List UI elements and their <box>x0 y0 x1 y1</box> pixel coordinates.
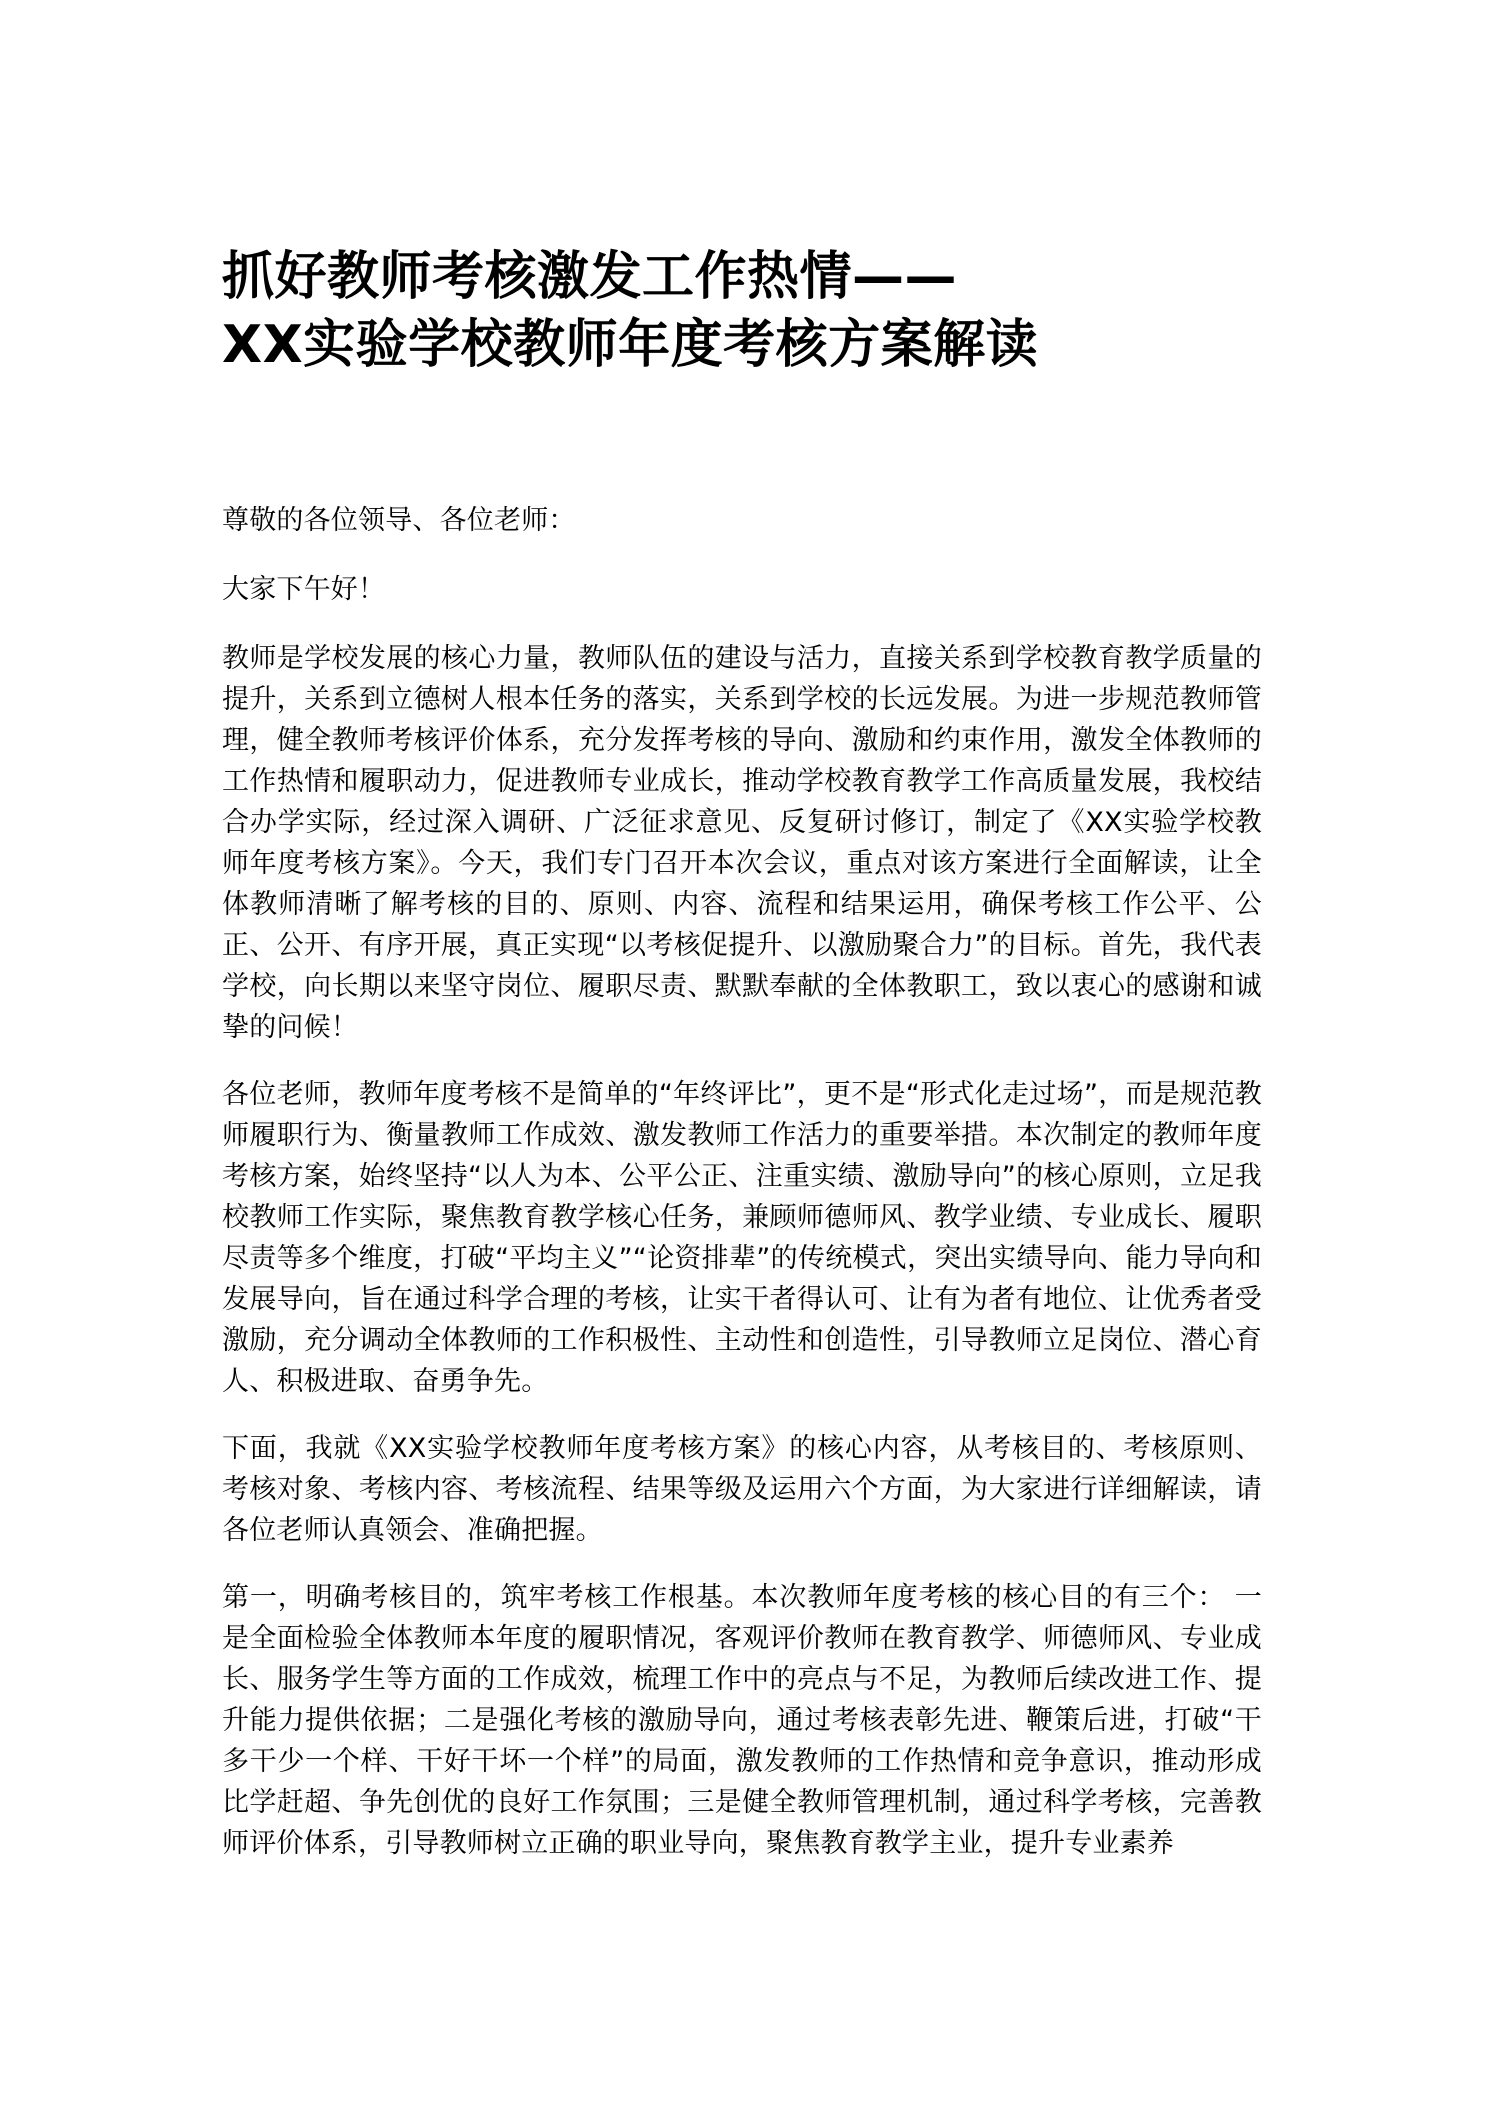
salutation-paragraph: 尊敬的各位领导、各位老师： <box>222 505 576 536</box>
body-paragraph-1: 教师是学校发展的核心力量，教师队伍的建设与活力，直接关系到学校教育教学质量的提升，关系到立德树人根本任务的落实，关系到学校的长远发展。为进一步规范教师管理，健全教师考核评价体系，充分发挥考核的导向、激励和约束作用，激发全体教师的工作热情和履职动力，促进教师专业成长，推动学校教育教学工作高质量发展，我校结合办学实际，经过深入调研、广泛征求意见、反复研讨修订，制定了《XX实验学校教师年度考核方案》。今天，我们专门召开本次会议，重点对该方案进行全面解读，让全体教师清晰了解考核的目的、原则、内容、流程和结果运用，确保考核工作公平、公正、公开、有序开展，真正实现“以考核促提升、以激励聚合力”的目标。首先，我代表学校，向长期以来坚守岗位、履职尽责、默默奉献的全体教职工，致以衷心的感谢和诚挚的问候！ <box>222 643 1262 1043</box>
page-title-line-2: XX实验学校教师年度考核方案解读 <box>222 315 1039 375</box>
greeting-paragraph: 大家下午好！ <box>222 574 386 605</box>
document-body <box>222 500 1262 1864</box>
document-title-block <box>222 243 1282 379</box>
body-paragraph-3: 下面，我就《XX实验学校教师年度考核方案》的核心内容，从考核目的、考核原则、考核对象、考核内容、考核流程、结果等级及运用六个方面，为大家进行详细解读，请各位老师认真领会、准确把握。 <box>222 1433 1262 1546</box>
body-paragraph-4: 第一，明确考核目的，筑牢考核工作根基。本次教师年度考核的核心目的有三个： 一是全面检验全体教师本年度的履职情况，客观评价教师在教育教学、师德师风、专业成长、服务学生等方面的工作成效，梳理工作中的亮点与不足，为教师后续改进工作、提升能力提供依据；二是强化考核的激励导向，通过考核表彰先进、鞭策后进，打破“干多干少一个样、干好干坏一个样”的局面，激发教师的工作热情和竞争意识，推动形成比学赶超、争先创优的良好工作氛围；三是健全教师管理机制，通过科学考核，完善教师评价体系，引导教师树立正确的职业导向，聚焦教育教学主业，提升专业素养 <box>222 1582 1262 1859</box>
body-paragraph-2: 各位老师，教师年度考核不是简单的“年终评比”，更不是“形式化走过场”，而是规范教师履职行为、衡量教师工作成效、激发教师工作活力的重要举措。本次制定的教师年度考核方案，始终坚持“以人为本、公平公正、注重实绩、激励导向”的核心原则，立足我校教师工作实际，聚焦教育教学核心任务，兼顾师德师风、教学业绩、专业成长、履职尽责等多个维度，打破“平均主义”“论资排辈”的传统模式，突出实绩导向、能力导向和发展导向，旨在通过科学合理的考核，让实干者得认可、让有为者有地位、让优秀者受激励，充分调动全体教师的工作积极性、主动性和创造性，引导教师立足岗位、潜心育人、积极进取、奋勇争先。 <box>222 1079 1262 1397</box>
page-title-line-1: 抓好教师考核激发工作热情—— <box>222 247 958 307</box>
